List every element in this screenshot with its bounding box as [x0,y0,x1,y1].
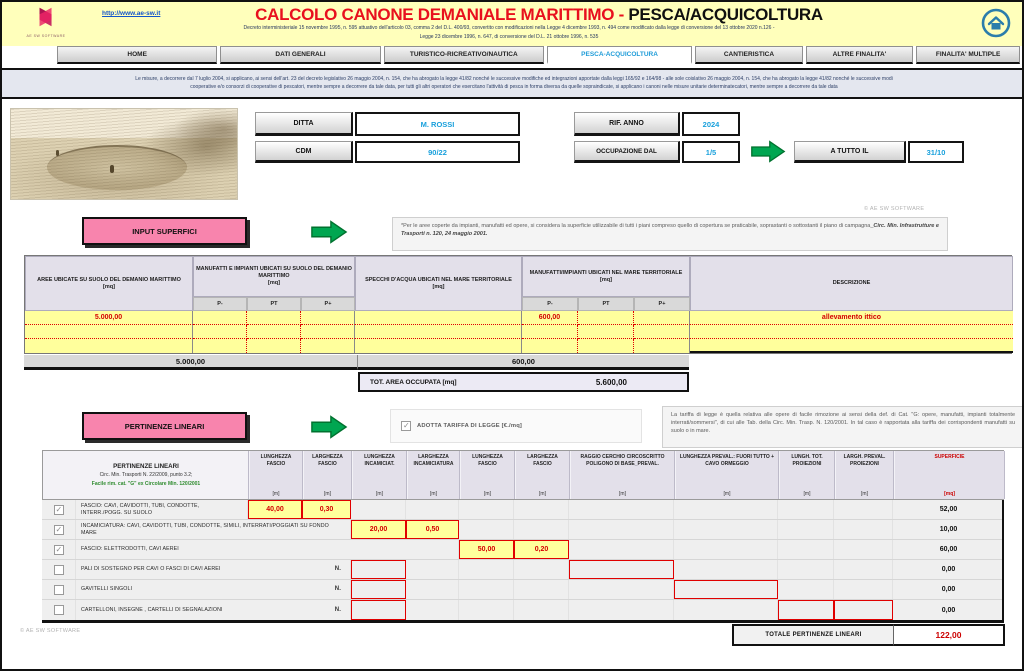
grid-cell[interactable] [578,339,634,353]
grid-cell[interactable] [355,339,522,353]
col-header-raggio-cerchio: RAGGIO CERCHIO CIRCOSCRITTO POLIGONO DI BASE_PREVAL. [m] [570,451,675,499]
arrow-right-icon [310,414,348,445]
descrizione-input-cell[interactable]: allevamento ittico [690,311,1013,325]
grid-cell[interactable] [634,325,690,339]
row-checkbox[interactable] [54,565,64,575]
row-checkbox[interactable] [54,545,64,555]
col-header-superficie: SUPERFICIE [mq] [894,451,1005,499]
totale-pertinenze-row [732,624,1005,646]
tab-dati-generali[interactable]: DATI GENERALI [220,46,380,64]
row-label: FASCIO: CAVI, CAVIDOTTI, TUBI, CONDOTTE, INTERR./POGG. SU SUOLO [76,500,248,519]
subcol-header-p-plus: P+ [634,297,690,311]
grid-cell[interactable] [578,311,634,325]
row-label: INCAMICIATURA: CAVI, CAVIDOTTI, TUBI, CONDOTTE, SIMILI, INTERRATI/POGGIATI SU FONDO MARE [76,520,351,539]
lunghezza-preval-input[interactable] [674,580,778,599]
row-checkbox[interactable] [54,585,64,595]
row-checkbox[interactable] [54,505,64,515]
grid-cell[interactable] [578,325,634,339]
numero-label: N. [334,566,341,573]
pertinenze-table-body [42,500,1004,623]
table-row [42,540,1002,560]
arrow-right-icon [310,219,348,250]
table-row [42,500,1002,520]
totale-pertinenze-value: 122,00 [894,624,1005,646]
col-header-lungh-tot-proiezioni: LUNGH. TOT. PROIEZIONI [m] [779,451,835,499]
page-title-black: PESCA/ACQUICOLTURA [628,5,823,24]
page-title-red: CALCOLO CANONE DEMANIALE MARITTIMO - [255,5,629,24]
grid-cell[interactable] [522,325,578,339]
legal-notice-line1: Le misure, a decorrere dal 7 luglio 2004, si applicano, ai sensi dell'art. 23 del decreto legislativo 26 maggio 2004, n. 154, che ha abrogato la legge 41/82 nonché le successive modifiche ed integrazioni apportate dalla leggi 165/92 e 164/98 - alle sole coislativo 26 maggio 2004, n. 154, che ha abrogato la legge 41/82 nonché le successive modi [135,76,893,82]
adotta-tariffa-control [390,409,642,443]
larghezza-incamiciatura-input[interactable]: 0,50 [406,520,459,539]
home-icon [980,7,1012,39]
legal-notice-banner [2,68,1024,99]
aree-input-cell[interactable]: 5.000,00 [25,311,193,325]
table-row [42,600,1002,620]
rif-anno-label: RIF. ANNO [574,112,680,136]
superficie-value: 60,00 [939,546,958,553]
numero-label: N. [334,606,341,613]
adotta-tariffa-checkbox[interactable] [401,421,411,431]
pertinenze-table-header [42,450,1004,500]
adotta-tariffa-label: ADOTTA TARIFFA DI LEGGE [€./mq] [417,423,523,429]
lunghezza-incamiciatura-input[interactable]: 20,00 [351,520,406,539]
col-header-manufatti-mare: MANUFATTI/IMPIANTI UBICATI NEL MARE TERRITORIALE [mq] [522,256,690,297]
logo-icon [33,5,59,29]
totale-pertinenze-label: TOTALE PERTINENZE LINEARI [732,624,894,646]
pertinenze-header-title-cell: PERTINENZE LINEARI Circ. Min. Trasporti N. 22/2009, punto 3.2; Facile rim. cat. "G" ex Circolare Min. 120/2001 [43,451,249,499]
tot-area-occupata-label: TOT. AREA OCCUPATA [mq] [370,378,457,386]
tab-bar [57,46,1020,64]
occupazione-dal-label: OCCUPAZIONE DAL [574,141,680,163]
tot-area-occupata-row [358,372,689,392]
specchi-input-cell[interactable] [355,311,522,325]
grid-cell[interactable] [355,325,522,339]
grid-cell[interactable] [247,339,301,353]
col-header-descrizione: DESCRIZIONE [690,256,1013,311]
grid-cell[interactable] [247,325,301,339]
grid-cell[interactable] [634,339,690,353]
superfici-note [392,217,948,251]
grid-cell[interactable] [25,339,193,353]
row-checkbox[interactable] [54,605,64,615]
table-row [42,580,1002,600]
larghezza-fascio-aerei-input[interactable]: 0,20 [514,540,569,559]
ditta-field[interactable]: M. ROSSI [355,112,520,136]
col-header-lunghezza-fascio-1: LUNGHEZZA FASCIO [m] [249,451,303,499]
grid-cell[interactable] [690,339,1013,353]
grid-cell[interactable] [301,325,355,339]
grid-cell[interactable] [25,325,193,339]
lungh-tot-proiezioni-input[interactable] [778,600,834,620]
row-label: FASCIO: ELETTRODOTTI, CAVI AEREI [76,540,459,559]
col-header-aree: AREE UBICATE SU SUOLO DEL DEMANIO MARITTIMO [mq] [25,256,193,311]
ditta-label: DITTA [255,112,353,136]
website-link[interactable]: http://www.ae-sw.it [102,10,161,17]
col-header-lunghezza-incamiciatura: LUNGHEZZA INCAMICIAT. [m] [352,451,407,499]
col-header-larghezza-fascio-2: LARGHEZZA FASCIO [m] [515,451,570,499]
superficie-value: 10,00 [939,526,958,533]
table-row [42,520,1002,540]
tab-pesca-acquicoltura[interactable]: PESCA-ACQUICOLTURA [547,46,692,64]
subcol-header-p-minus: P- [522,297,578,311]
tab-turistico-ricreativo-nautica[interactable]: TURISTICO-RICREATIVO/NAUTICA [384,46,544,64]
col-header-lunghezza-preval: LUNGHEZZA PREVAL.: FUORI TUTTO + CAVO ORMEGGIO [m] [675,451,779,499]
subcol-header-p-plus: P+ [301,297,355,311]
legal-notice-line2: cooperative e/o consorzi di cooperative di pescatori, mentre sempre a decorrere da tale data, per tutti gli altri operatori che esercitano l'attività di pesca in forma diversa da quelle sopraindicate, si applicano i canoni nelle misure unitarie determinatecatori, mentre sempre a decorrere da tale data [190,84,838,90]
tab-altre-finalita[interactable]: ALTRE FINALITA' [806,46,914,64]
row-label: PALI DI SOSTEGNO PER CAVI O FASCI DI CAVI AEREI N. [76,560,351,579]
tab-cantieristica[interactable]: CANTIERISTICA [695,46,803,64]
copyright-text-top: © AE SW SOFTWARE [864,206,925,212]
cdm-label: CDM [255,141,353,163]
superfici-table [24,255,1012,354]
col-header-specchi: SPECCHI D'ACQUA UBICATI NEL MARE TERRITORIALE [mq] [355,256,522,311]
numero-input[interactable] [351,580,406,599]
grid-cell[interactable] [247,311,301,325]
grid-cell[interactable] [193,311,247,325]
law-reference-line1: Decreto interministeriale 15 novembre 1995, n. 595 attuativo dell'articolo 03, comma 2 del D.L. 400/93, convertito con modificazioni nella Legge 4 dicembre 1993, n. 494 come modificato dalla legge di conversione del 13 ottobre 2020 n.126 - [243,25,775,31]
rif-anno-field[interactable]: 2024 [682,112,740,136]
grid-cell[interactable] [193,339,247,353]
numero-input[interactable] [351,560,406,579]
col-header-larghezza-fascio-1: LARGHEZZA FASCIO [m] [303,451,352,499]
a-tutto-il-label: A TUTTO IL [794,141,906,163]
page-title [122,5,956,25]
grid-cell[interactable] [522,339,578,353]
superficie-value: 0,00 [941,566,956,573]
superfici-note-reference: Circ. Min. Infrastrutture e Trasporti n. 120, 24 maggio 2001. [401,223,939,237]
row-checkbox[interactable] [54,525,64,535]
input-superfici-button[interactable]: INPUT SUPERFICI [82,217,247,245]
totale-mare: 600,00 [358,355,689,370]
numero-label: N. [334,586,341,593]
home-button[interactable] [980,7,1012,39]
mare-p-minus-input-cell[interactable]: 600,00 [522,311,578,325]
arrow-right-icon [750,139,786,169]
numero-input[interactable] [351,600,406,620]
grid-cell[interactable] [634,311,690,325]
col-header-manufatti-suolo: MANUFATTI E IMPIANTI UBICATI SU SUOLO DEL DEMANIO MARITTIMO [mq] [193,256,355,297]
largh-preval-proiezioni-input[interactable] [834,600,893,620]
law-reference-line2: Legge 23 dicembre 1996, n. 647, di conversione del D.L. 21 ottobre 1996, n. 535 [419,34,599,40]
pertinenze-lineari-button[interactable]: PERTINENZE LINEARI [82,412,247,440]
grid-cell[interactable] [193,325,247,339]
superficie-value: 52,00 [939,506,958,513]
lunghezza-fascio-aerei-input[interactable]: 50,00 [459,540,514,559]
superficie-value: 0,00 [941,606,956,614]
grid-cell[interactable] [301,311,355,325]
subcol-header-p-minus: P- [193,297,247,311]
header-band [2,2,1024,46]
tab-home[interactable]: HOME [57,46,217,64]
copyright-text-bottom: © AE SW SOFTWARE [20,628,81,634]
larghezza-fascio-input[interactable]: 0,30 [302,500,351,519]
logo-caption: AE SW SOFTWARE [26,34,66,38]
totale-suolo: 5.000,00 [24,355,358,370]
superfici-note-main: *Per le aree coperte da impianti, manufatti ed opere, si considera la superficie utilizzabile di tutti i piani compreso quello di copertura se praticabile, soprastanti o sottostanti il piano di campagna_ [401,223,874,229]
grid-cell[interactable] [301,339,355,353]
tab-finalita-multiple[interactable]: FINALITA' MULTIPLE [916,46,1020,64]
cdm-field[interactable]: 90/22 [355,141,520,163]
row-label: GAVITELLI SINGOLI N. [76,580,351,599]
a-tutto-il-field[interactable]: 31/10 [908,141,964,163]
raggio-cerchio-input[interactable] [569,560,674,579]
table-row [42,560,1002,580]
grid-cell[interactable] [690,325,1013,339]
col-header-largh-preval-proiezioni: LARGH. PREVAL. PROIEZIONI [m] [835,451,894,499]
row-label: CARTELLONI, INSEGNE , CARTELLI DI SEGNALAZIONI N. [76,600,351,620]
landscape-etching-image [10,108,238,200]
subcol-header-pt: PT [247,297,301,311]
tariffa-note: La tariffa di legge è quella relativa alle opere di facile rimozione ai sensi della def. di Cat. "G: opere, manufatti, impianti totalmente interrati/sommersi", di cui alle Tab. della Circ. Min. Trasp. N. 120/2001. In tal caso è rapportata alla tariffa dei corrispondenti manufatti su suolo o in mare. [662,406,1024,448]
col-header-lunghezza-fascio-2: LUNGHEZZA FASCIO [m] [460,451,515,499]
occupazione-dal-field[interactable]: 1/5 [682,141,740,163]
subcol-header-pt: PT [578,297,634,311]
tot-area-occupata-value: 5.600,00 [595,377,627,387]
lunghezza-fascio-input[interactable]: 40,00 [248,500,302,519]
col-header-larghezza-incamiciatura: LARGHEZZA INCAMICIATURA [m] [407,451,460,499]
superficie-value: 0,00 [941,586,956,593]
